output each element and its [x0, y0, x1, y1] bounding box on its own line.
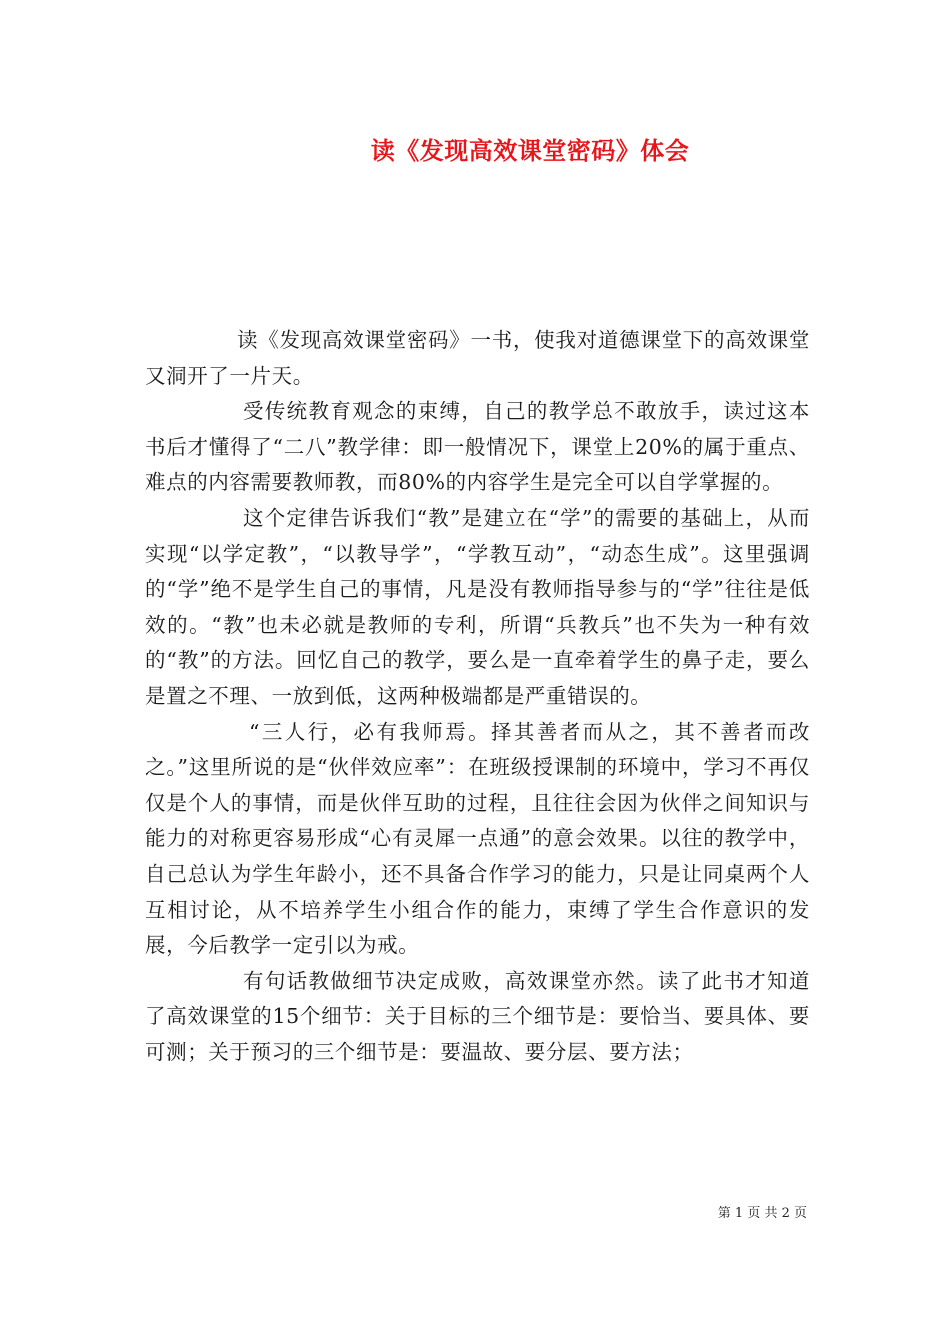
paragraph-1: 读《发现高效课堂密码》一书，使我对道德课堂下的高效课堂又洞开了一片天。 [145, 328, 810, 388]
paragraph-5: 有句话教做细节决定成败，高效课堂亦然。读了此书才知道了高效课堂的15个细节：关于目标的三个细节是：要恰当、要具体、要可测；关于预习的三个细节是：要温故、要分层、要方法； [145, 968, 810, 1064]
document-title: 读《发现高效课堂密码》体会 [370, 136, 690, 165]
page-number-footer: 第 1 页 共 2 页 [717, 1206, 807, 1221]
document-body [145, 323, 810, 1070]
paragraph-2: 受传统教育观念的束缚，自己的教学总不敢放手，读过这本书后才懂得了“二八”教学律：即一般情况下，课堂上20%的属于重点、难点的内容需要教师教，而80%的内容学生是完全可以自学掌握的。 [145, 399, 810, 495]
paragraph-3: 这个定律告诉我们“教”是建立在“学”的需要的基础上，从而实现“以学定教”，“以教导学”，“学教互动”，“动态生成”。这里强调的“学”绝不是学生自己的事情，凡是没有教师指导参与的“学”往往是低效的。“教”也未必就是教师的专利，所谓“兵教兵”也不失为一种有效的“教”的方法。回忆自己的教学，要么是一直牵着学生的鼻子走，要么是置之不理、一放到低，这两种极端都是严重错误的。 [145, 505, 810, 708]
paragraph-4: “三人行，必有我师焉。择其善者而从之，其不善者而改之。”这里所说的是“伙伴效应率”：在班级授课制的环境中，学习不再仅仅是个人的事情，而是伙伴互助的过程，且往往会因为伙伴之间知识与能力的对称更容易形成“心有灵犀一点通”的意会效果。以往的教学中，自己总认为学生年龄小，还不具备合作学习的能力，只是让同桌两个人互相讨论，从不培养学生小组合作的能力，束缚了学生合作意识的发展，今后教学一定引以为戒。 [145, 719, 810, 958]
